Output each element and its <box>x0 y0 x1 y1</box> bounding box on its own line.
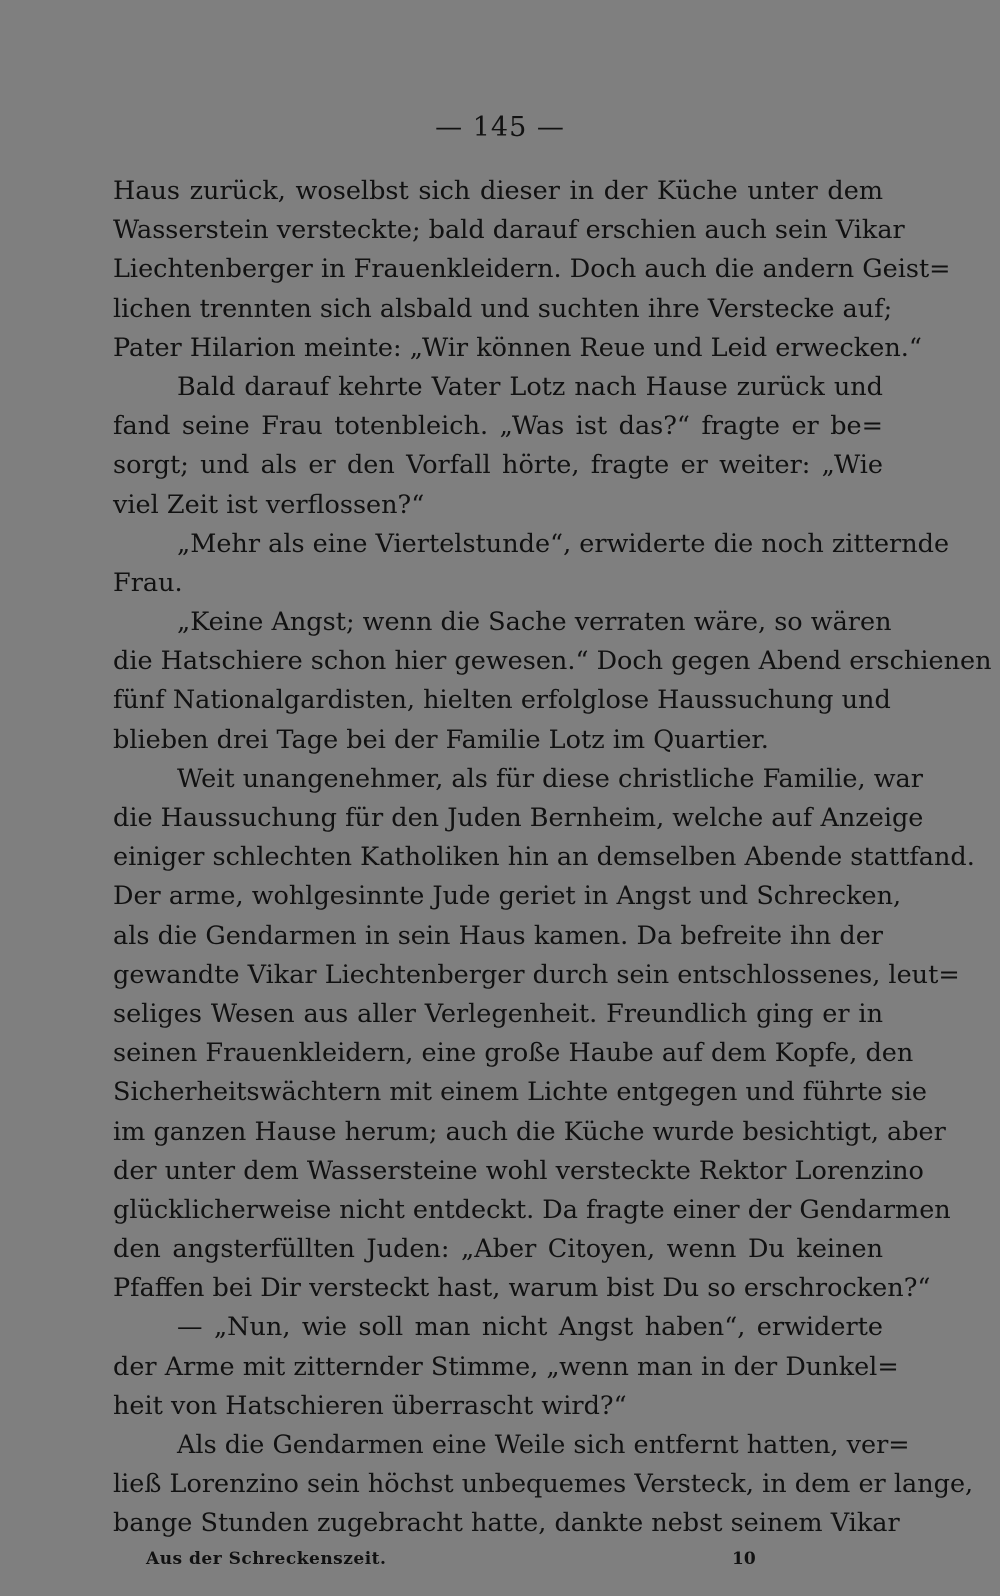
text-line: viel Zeit ist verflossen?“ <box>113 489 425 520</box>
text-line: ließ Lorenzino sein höchst unbequemes Versteck, in dem er lange, <box>113 1469 974 1500</box>
text-line: die Hatschiere schon hier gewesen.“ Doch gegen Abend erschienen <box>113 646 992 677</box>
text-line: sorgt; und als er den Vorfall hörte, fragte er weiter: „Wie <box>113 450 883 481</box>
text-line: seinen Frauenkleidern, eine große Haube auf dem Kopfe, den <box>113 1038 914 1069</box>
text-line: Wasserstein versteckte; bald darauf erschien auch sein Vikar <box>113 215 905 246</box>
text-line: im ganzen Hause herum; auch die Küche wurde besichtigt, aber <box>113 1116 946 1147</box>
text-line: fünf Nationalgardisten, hielten erfolglose Haussuchung und <box>113 685 891 716</box>
body-text <box>113 172 992 1544</box>
text-line: blieben drei Tage bei der Familie Lotz im Quartier. <box>113 724 769 755</box>
text-line: Als die Gendarmen eine Weile sich entfernt hatten, ver= <box>177 1430 910 1460</box>
text-line: Pater Hilarion meinte: „Wir können Reue und Leid erwecken.“ <box>113 332 922 363</box>
text-line: fand seine Frau totenbleich. „Was ist das?“ fragte er be= <box>113 411 883 442</box>
text-line: lichen trennten sich alsbald und suchten ihre Verstecke auf; <box>113 293 893 324</box>
text-line: die Haussuchung für den Juden Bernheim, welche auf Anzeige <box>113 803 924 833</box>
page-number: — 145 — <box>435 112 565 143</box>
text-line: als die Gendarmen in sein Haus kamen. Da befreite ihn der <box>113 920 883 951</box>
footer-sheet-number: 10 <box>732 1549 756 1569</box>
text-line: — „Nun, wie soll man nicht Angst haben“, erwiderte <box>177 1312 883 1343</box>
text-line: Sicherheitswächtern mit einem Lichte entgegen und führte sie <box>113 1077 928 1108</box>
text-line: seliges Wesen aus aller Verlegenheit. Freundlich ging er in <box>113 998 883 1029</box>
text-line: glücklicherweise nicht entdeckt. Da fragte einer der Gendarmen <box>113 1194 951 1225</box>
text-line: „Mehr als eine Viertelstunde“, erwiderte die noch zitternde <box>177 528 950 559</box>
text-line: Haus zurück, woselbst sich dieser in der Küche unter dem <box>113 176 883 206</box>
text-line: der unter dem Wassersteine wohl versteckte Rektor Lorenzino <box>113 1155 924 1186</box>
text-line: „Keine Angst; wenn die Sache verraten wäre, so wären <box>177 607 892 638</box>
text-line: den angsterfüllten Juden: „Aber Citoyen, wenn Du keinen <box>113 1234 883 1265</box>
text-line: Weit unangenehmer, als für diese christliche Familie, war <box>177 763 923 794</box>
text-line: der Arme mit zitternder Stimme, „wenn man in der Dunkel= <box>113 1351 899 1382</box>
text-line: Der arme, wohlgesinnte Jude geriet in Angst und Schrecken, <box>113 881 902 912</box>
text-line: heit von Hatschieren überrascht wird?“ <box>113 1390 627 1421</box>
text-line: Frau. <box>113 567 183 598</box>
text-line: Liechtenberger in Frauenkleidern. Doch auch die andern Geist= <box>113 254 951 285</box>
text-line: Bald darauf kehrte Vater Lotz nach Hause zurück und <box>177 371 883 402</box>
text-line: einiger schlechten Katholiken hin an demselben Abende stattfand. <box>113 842 975 873</box>
text-line: bange Stunden zugebracht hatte, dankte nebst seinem Vikar <box>113 1508 900 1539</box>
text-line: gewandte Vikar Liechtenberger durch sein entschlossenes, leut= <box>113 959 960 990</box>
text-line: Pfaffen bei Dir versteckt hast, warum bist Du so erschrocken?“ <box>113 1273 931 1304</box>
footer-signature: Aus der Schreckenszeit. <box>146 1549 387 1569</box>
